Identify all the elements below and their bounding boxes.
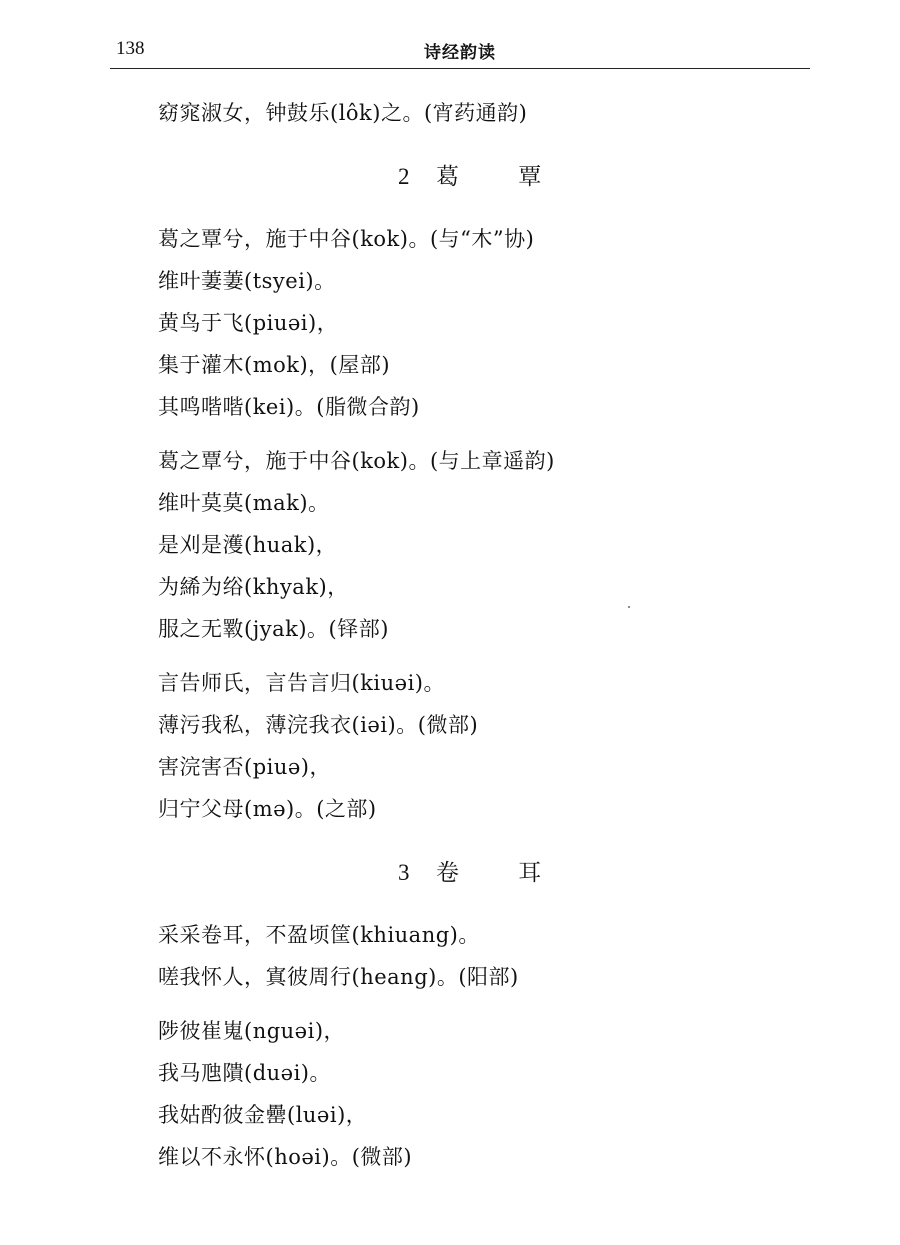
verse-line: 其鸣喈喈(kei)。(脂微合韵) bbox=[158, 395, 420, 419]
section-number: 3 bbox=[398, 860, 410, 885]
verse-line: 维以不永怀(hoəi)。(微部) bbox=[158, 1145, 413, 1169]
verse-line: 窈窕淑女，钟鼓乐(lôk)之。(宵药通韵) bbox=[158, 101, 528, 125]
verse-line: 葛之覃兮，施于中谷(kok)。(与上章遥韵) bbox=[158, 449, 555, 473]
stanza-gap bbox=[158, 650, 798, 662]
section-title: 葛 覃 bbox=[436, 164, 568, 190]
book-title: 诗经韵读 bbox=[424, 43, 496, 63]
verse-line: 维叶萋萋(tsyei)。 bbox=[158, 269, 336, 293]
section-number: 2 bbox=[398, 164, 410, 189]
section-heading-3 bbox=[158, 850, 798, 896]
section-heading-2 bbox=[158, 154, 798, 200]
print-speck bbox=[628, 606, 630, 608]
verse-line: 陟彼崔嵬(nguəi)， bbox=[158, 1019, 346, 1043]
stanza bbox=[158, 662, 798, 830]
page-body bbox=[158, 92, 798, 1178]
verse-line: 是刈是濩(huak)， bbox=[158, 533, 338, 557]
stanza bbox=[158, 1010, 798, 1178]
verse-line: 为絺为绤(khyak)， bbox=[158, 575, 349, 599]
running-head bbox=[110, 38, 810, 62]
verse-line: 服之无斁(jyak)。(铎部) bbox=[158, 617, 389, 641]
section-title: 卷 耳 bbox=[436, 860, 568, 886]
stanza bbox=[158, 914, 798, 998]
stanza bbox=[158, 440, 798, 650]
verse-line: 采采卷耳，不盈顷筐(khiuang)。 bbox=[158, 923, 480, 947]
verse-line: 言告师氏，言告言归(kiuəi)。 bbox=[158, 671, 445, 695]
verse-line: 集于灌木(mok)，(屋部) bbox=[158, 353, 391, 377]
verse-line: 维叶莫莫(mak)。 bbox=[158, 491, 330, 515]
verse-line: 黄鸟于飞(piuəi)， bbox=[158, 311, 339, 335]
verse-line: 嗟我怀人，寘彼周行(heang)。(阳部) bbox=[158, 965, 519, 989]
header-rule bbox=[110, 68, 810, 69]
stanza-gap bbox=[158, 998, 798, 1010]
verse-line: 归宁父母(mə)。(之部) bbox=[158, 797, 377, 821]
verse-line: 害浣害否(piuə)， bbox=[158, 755, 331, 779]
verse-line: 葛之覃兮，施于中谷(kok)。(与“木”协) bbox=[158, 227, 535, 251]
page-number: 138 bbox=[116, 38, 145, 59]
verse-line: 我马虺隤(duəi)。 bbox=[158, 1061, 331, 1085]
stanza-gap bbox=[158, 428, 798, 440]
verse-line: 我姑酌彼金罍(luəi)， bbox=[158, 1103, 368, 1127]
verse-line: 薄污我私，薄浣我衣(iəi)。(微部) bbox=[158, 713, 479, 737]
stanza bbox=[158, 218, 798, 428]
